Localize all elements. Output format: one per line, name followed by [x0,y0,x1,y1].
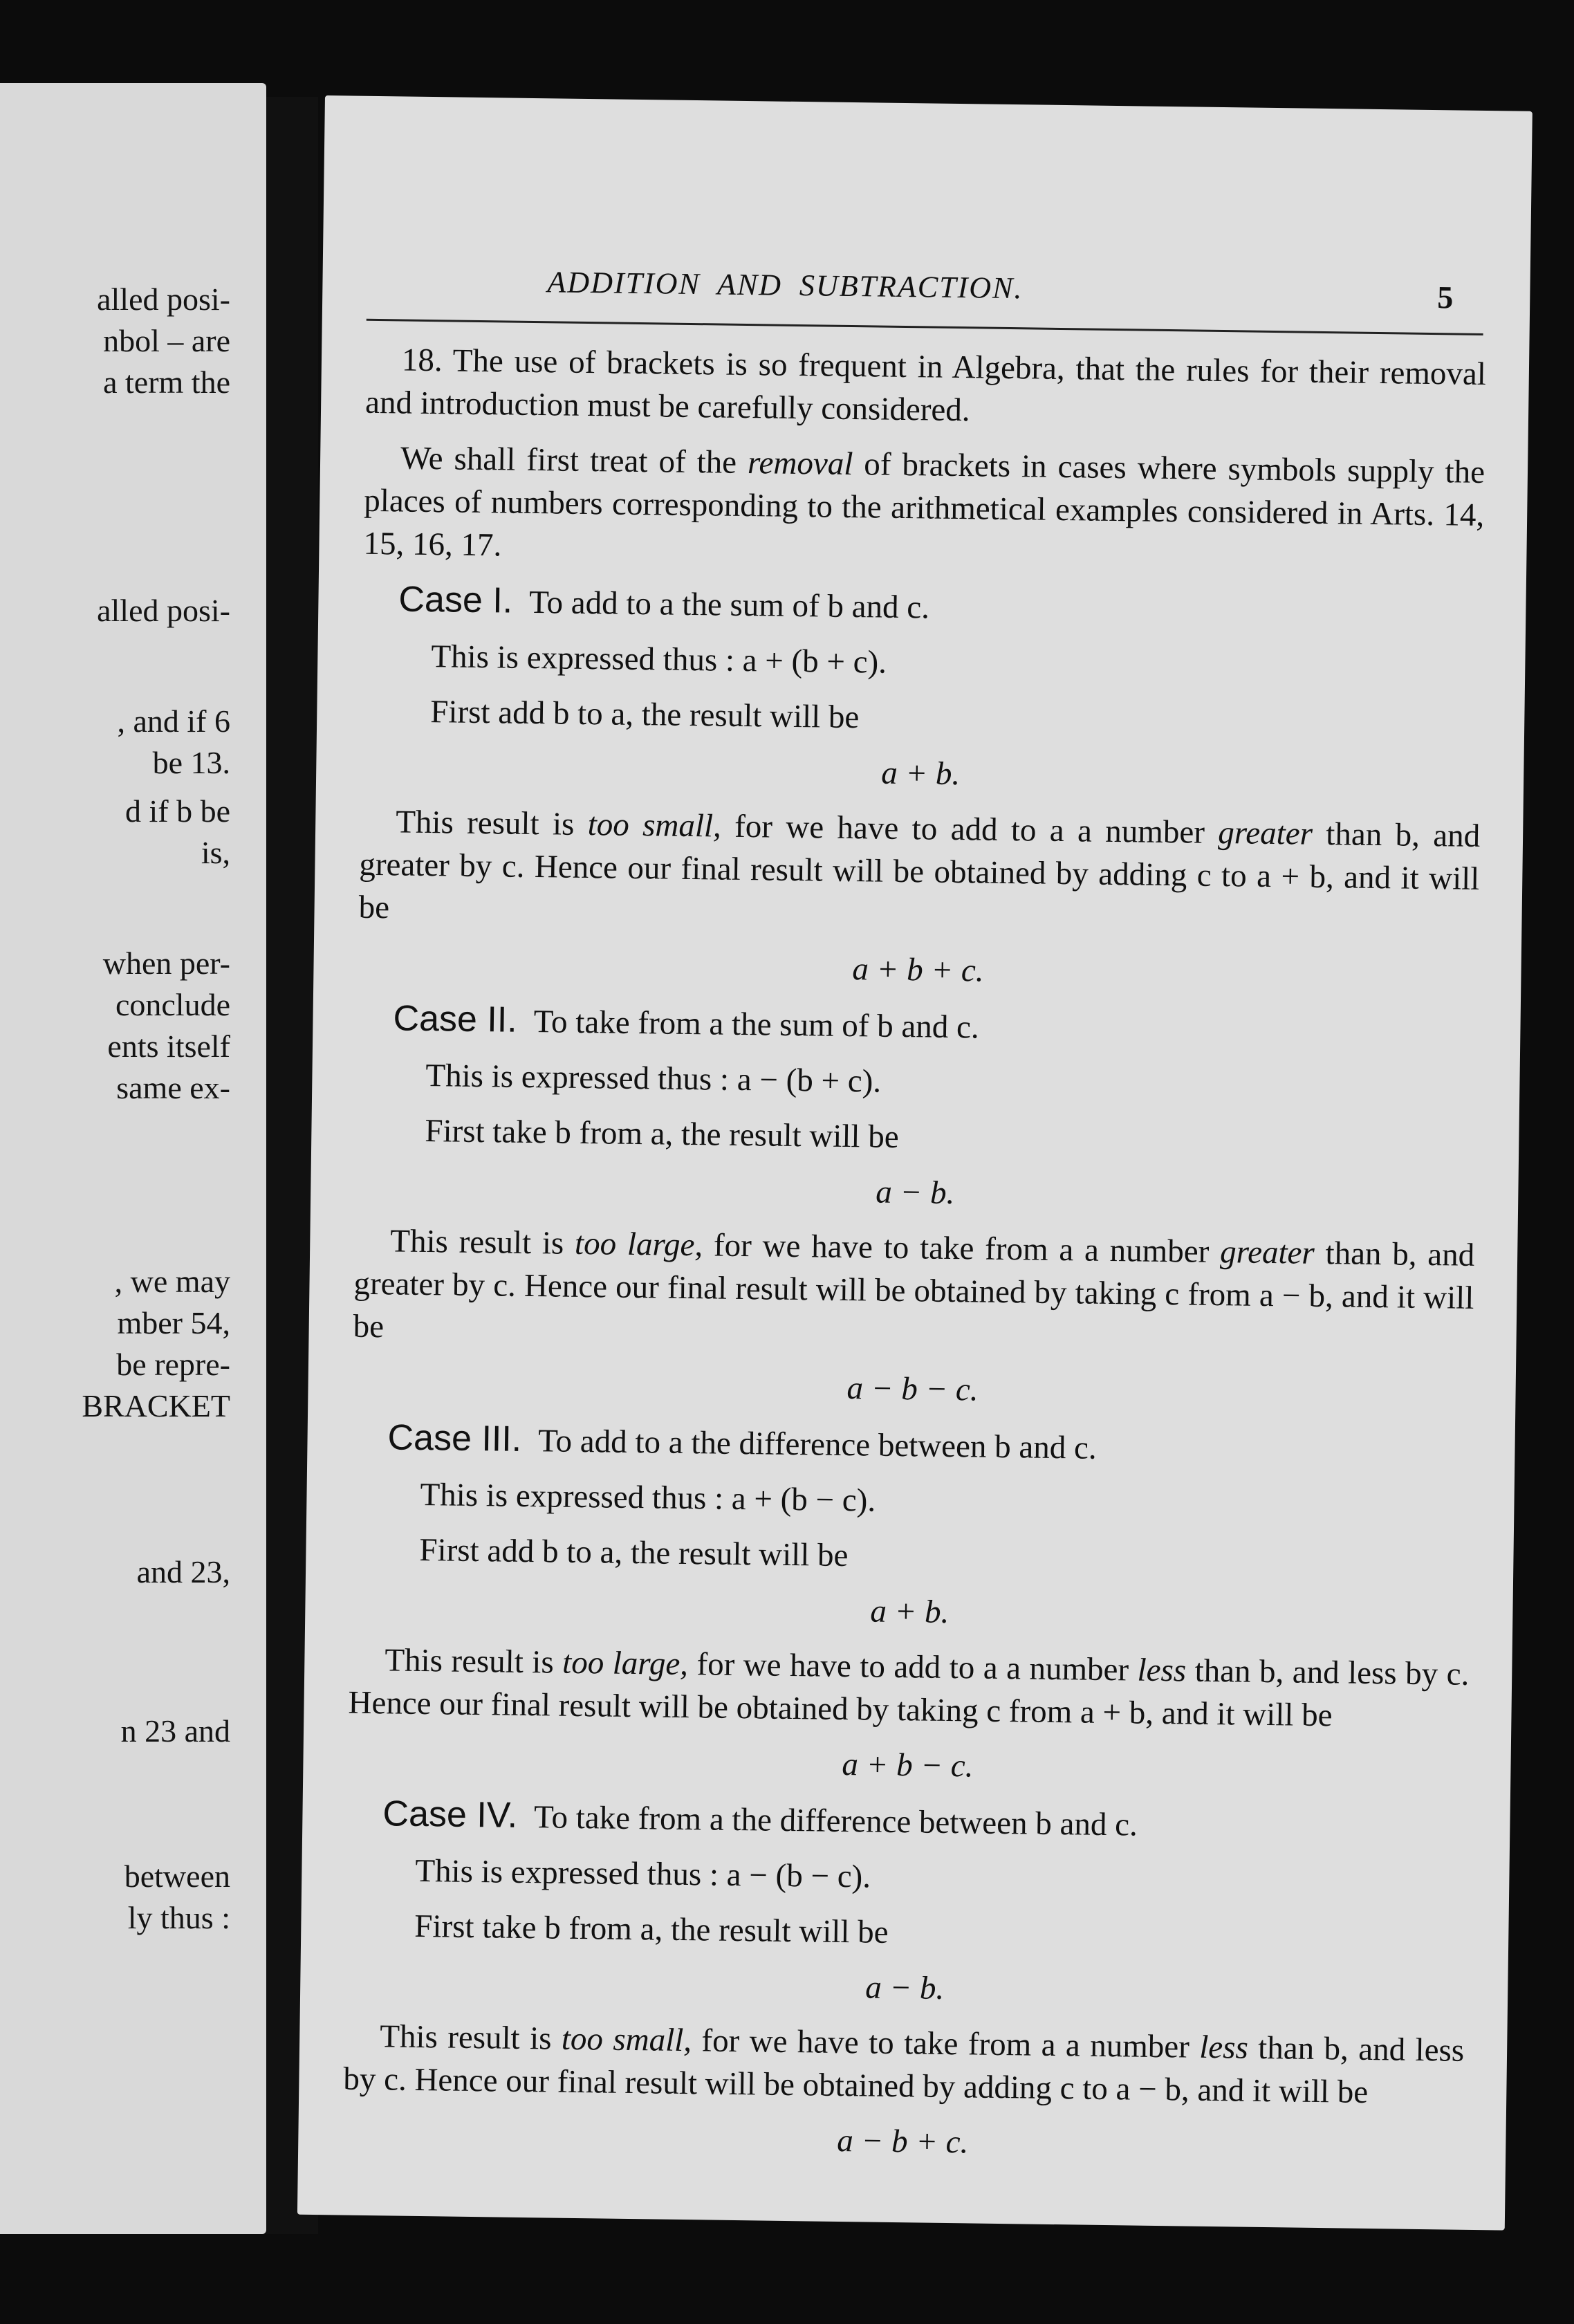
left-text-fragment: be 13. [152,745,230,780]
intermediate-formula: a + b. [870,1593,950,1630]
intermediate-formula: a + b. [880,755,961,793]
case-title: Case III. [387,1417,522,1459]
left-text-fragment: n 23 and [120,1713,230,1749]
emphasis-text: greater [1217,814,1313,852]
left-text-fragment: ly thus : [127,1900,230,1935]
final-formula: a − b − c. [846,1370,979,1408]
left-text-fragment: , and if 6 [117,703,230,739]
case-first-step: First take b from a, the result will be [425,1113,899,1155]
left-text-fragment: a term the [103,365,230,400]
case-expressed: This is expressed thus : a − (b + c). [425,1058,882,1100]
article-paragraph [363,436,1485,580]
case-block [358,578,1483,999]
left-text-fragment: is, [201,835,230,870]
case-title: Case IV. [382,1793,518,1836]
emphasis-text: greater [1219,1234,1315,1271]
case-title: Case II. [393,998,518,1040]
final-formula: a + b − c. [842,1746,974,1784]
final-formula: a + b + c. [852,951,984,989]
paragraph-text: for we have to add to a a number [696,1646,1129,1688]
case-heading [351,1416,1472,1475]
paragraph-text: The use of brackets is so frequent in Algebra, that the rules for their removal and introduction must be carefully considered. [364,342,1487,429]
left-text-fragment: d if b be [124,793,230,829]
book-page [297,95,1533,2231]
final-formula: a − b + c. [836,2122,969,2161]
paragraph-text: than b, and greater by c. Hence our final result will be obtained by taking c from a − b, and it will be [353,1235,1475,1345]
left-text-fragment: conclude [115,987,230,1022]
case-first-step: First add b to a, the result will be [430,694,860,736]
paragraph-text: than b, and less by c. Hence our final result will be obtained by taking c from a + b, and it will be [348,1652,1470,1734]
left-text-fragment: alled posi- [97,593,230,628]
case-first-step: First add b to a, the result will be [419,1531,849,1574]
paragraph-text: This result is [385,1642,555,1681]
case-expressed: This is expressed thus : a + (b + c). [431,638,887,681]
emphasis-text: too large, [574,1225,703,1264]
left-text-fragment: , we may [114,1264,230,1299]
case-heading [346,1792,1467,1851]
paragraph-text: for we have to take from a a number [713,1227,1210,1270]
emphasis-text: too small, [561,2020,692,2059]
left-text-fragment: alled posi- [97,282,230,317]
paragraph-text: This result is [389,1223,564,1262]
case-statement: To take from a the difference between b and c. [533,1799,1138,1843]
paragraph-text: for we have to add to a a number [734,808,1205,851]
left-page-fragment [0,83,266,2234]
emphasis-text: less [1137,1652,1187,1689]
case-statement: To take from a the sum of b and c. [533,1004,980,1046]
header-rule [367,319,1483,335]
article-number: 18. [401,342,443,379]
left-text-fragment: and 23, [136,1554,230,1589]
case-result-paragraph [348,1639,1469,1739]
article-paragraph [365,338,1486,439]
emphasis-text: too large, [562,1644,689,1683]
case-result-paragraph [343,2015,1464,2115]
page-body [342,338,1486,2183]
intermediate-formula: a − b. [875,1174,955,1212]
paragraph-text: than b, and greater by c. Hence our final result will be obtained by adding c to a + b, and it will be [358,816,1481,926]
paragraph-text: for we have to take from a a number [701,2022,1190,2065]
left-text-fragment: be repre- [116,1347,230,1382]
left-text-fragment: same ex- [116,1070,230,1105]
case-heading [357,997,1478,1055]
case-heading [362,578,1483,636]
case-expressed: This is expressed thus : a + (b − c). [420,1476,876,1519]
case-title: Case I. [398,579,513,621]
case-first-step: First take b from a, the result will be [414,1908,889,1950]
emphasis-text: too small, [587,806,722,845]
paragraph-text: This result is [379,2018,552,2057]
page-number: 5 [1436,279,1454,315]
left-text-fragment: between [124,1859,230,1894]
left-text-fragment: when per- [102,946,230,981]
paragraph-text: than b, and less by c. Hence our final result will be obtained by adding c to a − b, and it will be [343,2029,1465,2110]
paragraph-text: This result is [395,804,575,842]
case-statement: To add to a the sum of b and c. [528,584,930,626]
case-block [342,1792,1467,2170]
left-text-fragment: nbol – are [103,323,230,358]
running-head: ADDITION AND SUBTRACTION. [547,265,1024,306]
case-result-paragraph [358,800,1480,943]
case-block [352,997,1478,1418]
emphasis-text: less [1198,2029,1249,2066]
left-text-fragment: ents itself [107,1029,230,1064]
emphasis-text: removal [747,445,853,483]
intermediate-formula: a − b. [864,1969,945,2007]
case-statement: To add to a the difference between b and c. [537,1423,1098,1466]
left-text-fragment: mber 54, [117,1305,230,1340]
paragraph-text: of brackets in cases where symbols supply the places of numbers corresponding to the arithmetical examples considered in Arts. 14, 15, 16, 17. [363,446,1485,564]
case-expressed: This is expressed thus : a − (b − c). [415,1852,871,1895]
case-block [347,1416,1472,1794]
paragraph-text: We shall first treat of the [400,440,737,481]
case-result-paragraph [353,1219,1474,1363]
left-text-fragment: BRACKET [82,1388,230,1423]
